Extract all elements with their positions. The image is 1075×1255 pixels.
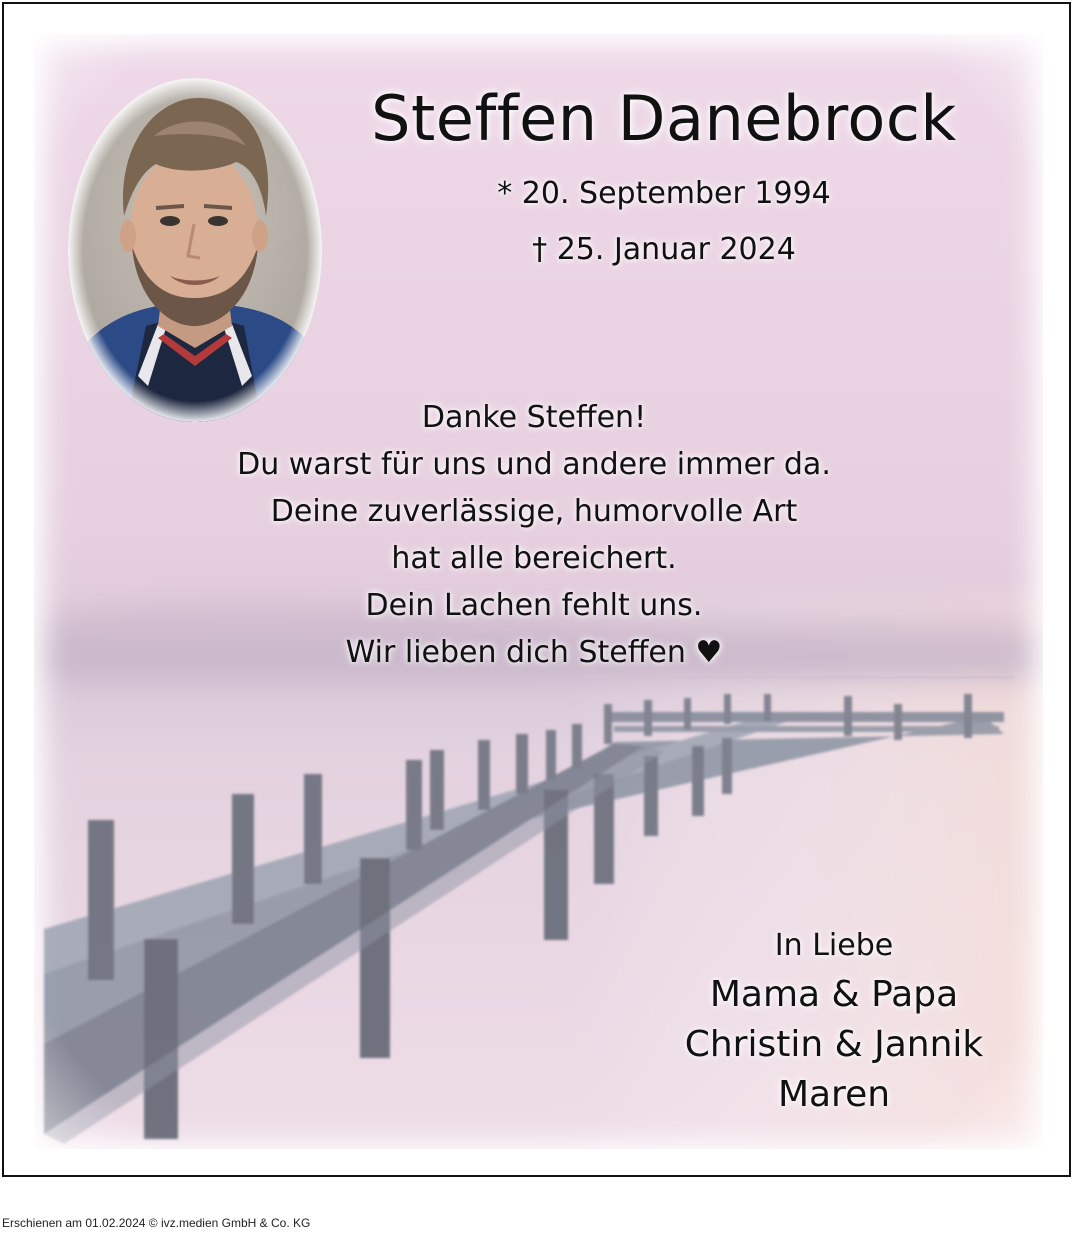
- birth-date: * 20. September 1994: [497, 176, 831, 211]
- signature-name: Christin & Jannik: [684, 1024, 984, 1065]
- publication-footer: Erschienen am 01.02.2024 © ivz.medien GmbH & Co. KG: [2, 1216, 311, 1230]
- signature-name: Mama & Papa: [709, 974, 959, 1015]
- signature-name: Maren: [777, 1074, 891, 1115]
- poem-line: Dein Lachen fehlt uns.: [365, 588, 703, 623]
- signature-block: [634, 922, 1034, 1120]
- poem-line: Wir lieben dich Steffen ♥: [345, 635, 723, 670]
- deceased-name: Steffen Danebrock: [371, 82, 957, 155]
- signature-intro: In Liebe: [774, 928, 894, 963]
- poem-line: Danke Steffen!: [421, 400, 647, 435]
- obituary-card: [2, 2, 1071, 1177]
- death-date: † 25. Januar 2024: [532, 232, 796, 267]
- poem-line: Du warst für uns und andere immer da.: [237, 447, 831, 482]
- poem-line: hat alle bereichert.: [391, 541, 677, 576]
- memorial-poem: [134, 394, 934, 676]
- portrait-photo: [66, 76, 324, 424]
- poem-line: Deine zuverlässige, humorvolle Art: [270, 494, 798, 529]
